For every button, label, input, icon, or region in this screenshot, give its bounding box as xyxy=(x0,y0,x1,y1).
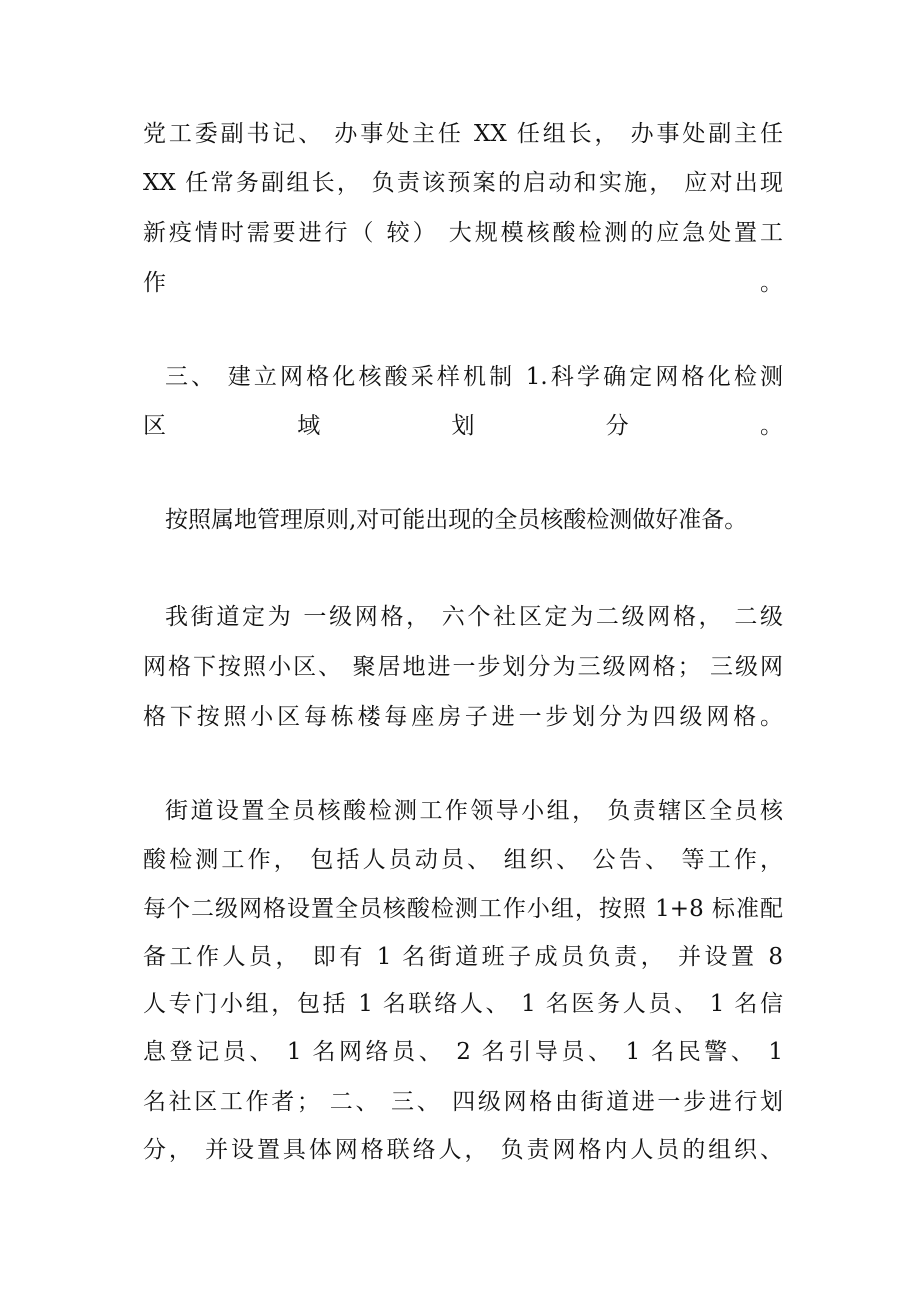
text-line: 名社区工作者； 二、 三、 四级网格由街道进一步进行划 xyxy=(143,1089,783,1115)
text-line: 街道设置全员核酸检测工作领导小组， 负责辖区全员核 xyxy=(165,798,783,824)
text-line: 酸检测工作， 包括人员动员、 组织、 公告、 等工作， xyxy=(143,847,783,873)
text-line: 按照属地管理原则,对可能出现的全员核酸检测做好准备。 xyxy=(165,507,748,533)
text-line: 党工委副书记、 办事处主任 XX 任组长， 办事处副主任 xyxy=(143,121,783,147)
text-line: 我街道定为 一级网格， 六个社区定为二级网格， 二级 xyxy=(165,604,783,630)
text-line: 人专门小组，包括 1 名联络人、 1 名医务人员、 1 名信 xyxy=(143,991,783,1017)
section-heading: 三、 建立网格化核酸采样机制 1.科学确定网格化检测 xyxy=(165,364,783,390)
text-line: 网格下按照小区、 聚居地进一步划分为三级网格； 三级网 xyxy=(143,654,783,680)
text-line: 新疫情时需要进行（ 较） 大规模核酸检测的应急处置工 xyxy=(143,220,783,246)
text-line: 分， 并设置具体网格联络人， 负责网格内人员的组织、 xyxy=(143,1137,783,1163)
section-heading-continued: 区 域 划 分 。 xyxy=(143,413,783,439)
text-line: 格下按照小区每栋楼每座房子进一步划分为四级网格。 xyxy=(143,704,783,730)
text-line: 备工作人员， 即有 1 名街道班子成员负责， 并设置 8 xyxy=(143,944,783,970)
text-line: 作 。 xyxy=(143,270,783,296)
text-line: XX 任常务副组长， 负责该预案的启动和实施， 应对出现 xyxy=(143,170,783,196)
text-line: 息登记员、 1 名网络员、 2 名引导员、 1 名民警、 1 xyxy=(143,1039,783,1065)
text-line: 每个二级网格设置全员核酸检测工作小组，按照 1+8 标准配 xyxy=(143,896,783,922)
